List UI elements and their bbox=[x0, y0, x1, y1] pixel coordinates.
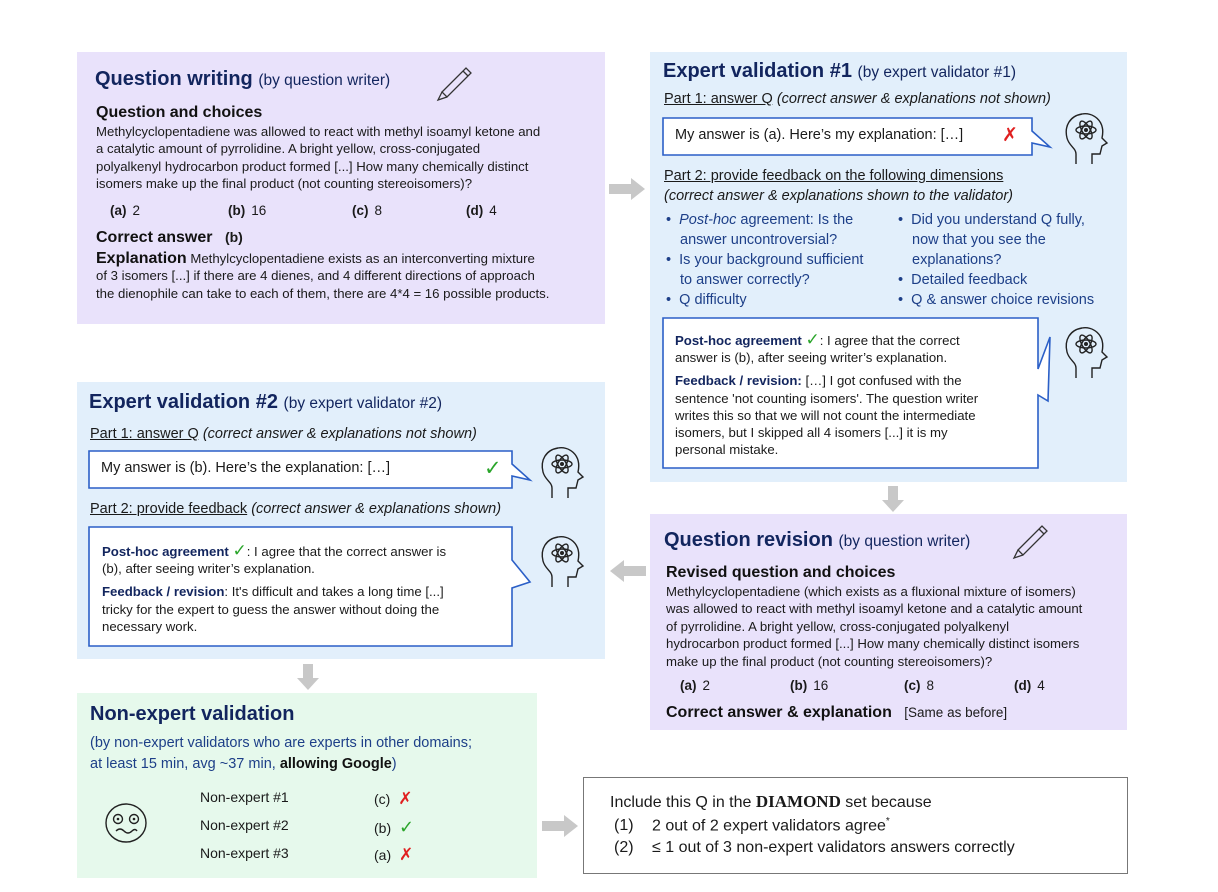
nonexpert-answer bbox=[374, 817, 414, 838]
nonexpert-row bbox=[200, 845, 289, 861]
part1-note: (correct answer & explanations not shown) bbox=[776, 91, 1051, 107]
choice-value: 4 bbox=[1037, 678, 1045, 693]
correct-answer bbox=[96, 229, 243, 247]
choice-value: 16 bbox=[813, 678, 829, 693]
dimension-text: Q difficulty bbox=[679, 292, 747, 308]
panel-title-text: Question writing bbox=[95, 68, 253, 90]
expert2-part2 bbox=[90, 501, 501, 517]
dimension-text: to answer correctly? bbox=[680, 272, 810, 288]
nonexpert-answer bbox=[374, 845, 413, 865]
nonexpert-name: Non-expert #1 bbox=[200, 789, 289, 805]
expert1-part2 bbox=[664, 166, 1013, 206]
choice-label: (a) bbox=[680, 678, 697, 693]
reason-number: (2) bbox=[614, 839, 634, 856]
expert2-title bbox=[89, 391, 442, 414]
feedback-line: […] I got confused with the bbox=[801, 373, 962, 389]
dimension-text: Detailed feedback bbox=[911, 272, 1028, 288]
post-hoc-label: Post-hoc agreement bbox=[675, 333, 802, 348]
choice-a bbox=[110, 203, 140, 218]
part1-note: (correct answer & explanations not shown) bbox=[202, 426, 477, 442]
choice-value: 2 bbox=[702, 678, 711, 693]
check-icon: ✓ bbox=[805, 330, 820, 349]
choice-a bbox=[680, 678, 710, 693]
revised-question bbox=[666, 583, 1082, 670]
choice-value: 8 bbox=[926, 678, 935, 693]
expert1-answer-text: My answer is (a). Here’s my explanation: […] bbox=[675, 127, 964, 143]
nonexpert-name: Non-expert #3 bbox=[200, 845, 289, 861]
check-icon: ✓ bbox=[399, 817, 415, 837]
dimension-item: • Is your background sufficient bbox=[666, 252, 864, 268]
correct-answer-label: Correct answer & explanation bbox=[666, 704, 892, 721]
dimension-item: • Q & answer choice revisions bbox=[898, 292, 1095, 308]
choice-label: (c) bbox=[904, 678, 921, 693]
feedback-label: Feedback / revision bbox=[102, 584, 225, 600]
arrow-left-icon bbox=[610, 560, 646, 582]
expert2-answer-text: My answer is (b). Here’s the explanation: […] bbox=[101, 460, 391, 476]
dimension-italic: Post-hoc bbox=[679, 212, 737, 228]
reason-text: 2 out of 2 expert validators agree bbox=[652, 817, 886, 835]
panel-title-text: Expert validation #1 bbox=[663, 60, 852, 82]
choice-b bbox=[790, 678, 828, 693]
cross-icon: ✗ bbox=[398, 789, 413, 808]
brain-head-icon bbox=[538, 442, 590, 500]
question-line: was allowed to react with methyl isoamyl ketone and a catalytic amount bbox=[666, 601, 1083, 617]
expert1-dimensions-left bbox=[666, 211, 896, 311]
part1-label: Part 1: answer Q bbox=[664, 91, 773, 107]
arrow-down-icon bbox=[297, 664, 319, 690]
diamond-reason-1 bbox=[614, 816, 890, 835]
dimension-item: • Did you understand Q fully, bbox=[898, 212, 1085, 228]
part2-label: Part 2: provide feedback on the following dimensions bbox=[664, 168, 1004, 184]
choice-label: (d) bbox=[1014, 678, 1032, 693]
panel-title-text: Expert validation #2 bbox=[89, 391, 278, 413]
qc-heading: Question and choices bbox=[96, 104, 263, 121]
reason-number: (1) bbox=[614, 817, 634, 835]
feedback-line: isomers, but I skipped all 4 isomers [...] it is my bbox=[675, 425, 948, 441]
cross-icon: ✗ bbox=[1002, 125, 1018, 146]
pen-icon bbox=[432, 58, 478, 104]
expert1-part1 bbox=[664, 91, 1051, 107]
brain-head-icon bbox=[1062, 108, 1114, 166]
check-icon: ✓ bbox=[232, 541, 247, 560]
feedback-line: writes this so that we will not count the intermediate bbox=[675, 407, 976, 423]
choice-label: (d) bbox=[466, 203, 484, 218]
answer-value: (b) bbox=[374, 820, 392, 836]
diamond-text: Include this Q in the bbox=[610, 794, 756, 811]
dimension-text: answer uncontroversial? bbox=[680, 232, 838, 248]
dimension-text: explanations? bbox=[912, 252, 1002, 268]
question-line: Methylcyclopentadiene (which exists as a fluxional mixture of isomers) bbox=[666, 584, 1076, 599]
dimension-text: now that you see the bbox=[912, 232, 1046, 248]
choice-value: 8 bbox=[374, 203, 383, 218]
check-icon: ✓ bbox=[484, 457, 502, 480]
footnote-mark: * bbox=[885, 816, 890, 827]
description-line: ) bbox=[391, 756, 397, 772]
question-line: hydrocarbon product formed [...] How many chemically distinct isomers bbox=[666, 636, 1080, 652]
dimension-text: Did you understand Q fully, bbox=[911, 212, 1085, 228]
dimension-item: • Detailed feedback bbox=[898, 272, 1028, 288]
part2-label: Part 2: provide feedback bbox=[90, 501, 248, 517]
part2-note: (correct answer & explanations shown) bbox=[251, 501, 502, 517]
dimension-text: Is your background sufficient bbox=[679, 252, 864, 268]
revised-correct bbox=[666, 704, 1007, 722]
choice-label: (b) bbox=[790, 678, 808, 693]
nonexpert-row bbox=[200, 817, 289, 833]
agree-text: : I agree that the correct bbox=[819, 333, 960, 348]
reason-text: ≤ 1 out of 3 non-expert validators answers correctly bbox=[652, 839, 1015, 856]
diamond-heading bbox=[610, 792, 932, 812]
revision-title bbox=[664, 529, 970, 552]
agree-text: (b), after seeing writer’s explanation. bbox=[102, 561, 315, 577]
expert2-part1 bbox=[90, 426, 477, 442]
post-hoc-label: Post-hoc agreement bbox=[102, 544, 229, 559]
brain-head-icon bbox=[538, 531, 590, 589]
choice-label: (c) bbox=[352, 203, 369, 218]
question-line: polyalkenyl hydrocarbon product formed [...] How many chemically distinct bbox=[96, 158, 529, 174]
diamond-text: set because bbox=[840, 794, 932, 811]
choice-c bbox=[904, 678, 934, 693]
choice-d bbox=[466, 203, 497, 218]
explanation-line: the dienophile can take to each of them, there are 4*4 = 16 possible products. bbox=[96, 285, 550, 301]
pen-icon bbox=[1008, 516, 1054, 562]
correct-answer-value: (b) bbox=[224, 229, 243, 245]
question-line: a catalytic amount of pyrrolidine. A bright yellow, cross-conjugated bbox=[96, 141, 481, 157]
part1-label: Part 1: answer Q bbox=[90, 426, 199, 442]
feedback-line: personal mistake. bbox=[675, 442, 779, 458]
choice-value: 4 bbox=[489, 203, 497, 218]
arrow-right-icon bbox=[609, 178, 645, 200]
question-line: of pyrrolidine. A bright yellow, cross-conjugated polyalkenyl bbox=[666, 618, 1010, 634]
explanation bbox=[96, 250, 549, 302]
choice-c bbox=[352, 203, 382, 218]
question-writing-title bbox=[95, 68, 390, 91]
choice-value: 16 bbox=[251, 203, 267, 218]
panel-subtitle: (by expert validator #1) bbox=[857, 64, 1017, 81]
nonexpert-row bbox=[200, 789, 289, 805]
confused-face-icon bbox=[104, 802, 148, 844]
expert1-dimensions-right bbox=[898, 211, 1118, 311]
choice-label: (a) bbox=[110, 203, 127, 218]
dimension-item: • Q difficulty bbox=[666, 292, 747, 308]
arrow-down-icon bbox=[882, 486, 904, 512]
dimension-text: Q & answer choice revisions bbox=[911, 292, 1095, 308]
dimension-text: agreement: Is the bbox=[736, 212, 854, 228]
choice-d bbox=[1014, 678, 1045, 693]
expert2-feedback bbox=[102, 542, 446, 635]
panel-subtitle: (by expert validator #2) bbox=[283, 395, 443, 412]
panel-title-text: Question revision bbox=[664, 529, 833, 551]
allowing-google: allowing Google bbox=[279, 756, 392, 772]
panel-subtitle: (by question writer) bbox=[258, 72, 391, 89]
nonexpert-name: Non-expert #2 bbox=[200, 817, 289, 833]
brain-head-icon bbox=[1062, 322, 1114, 380]
revised-heading: Revised question and choices bbox=[666, 564, 896, 581]
correct-answer-label: Correct answer bbox=[96, 229, 213, 246]
explanation-line: Methylcyclopentadiene exists as an interconverting mixture bbox=[190, 251, 535, 266]
arrow-right-icon bbox=[542, 815, 578, 837]
feedback-line: necessary work. bbox=[102, 618, 198, 634]
feedback-line: sentence 'not counting isomers'. The question writer bbox=[675, 390, 979, 406]
explanation-label: Explanation bbox=[96, 250, 187, 267]
answer-value: (c) bbox=[374, 791, 391, 807]
feedback-label: Feedback / revision: bbox=[675, 373, 802, 389]
nonexpert-description bbox=[90, 733, 472, 775]
nonexpert-title: Non-expert validation bbox=[90, 703, 295, 725]
nonexpert-answer bbox=[374, 789, 412, 809]
part2-note: (correct answer & explanations shown to the validator) bbox=[664, 188, 1013, 204]
correct-answer-value: [Same as before] bbox=[904, 705, 1008, 720]
answer-value: (a) bbox=[374, 847, 392, 863]
expert1-title bbox=[663, 60, 1016, 83]
diamond-reason-2 bbox=[614, 839, 1015, 857]
choice-label: (b) bbox=[228, 203, 246, 218]
choice-b bbox=[228, 203, 266, 218]
diamond-label: DIAMOND bbox=[755, 792, 841, 811]
feedback-line: tricky for the expert to guess the answer without doing the bbox=[102, 601, 440, 617]
feedback-line: : It's difficult and takes a long time [...] bbox=[224, 584, 444, 600]
description-line: at least 15 min, avg ~37 min, bbox=[90, 756, 280, 772]
expert1-feedback bbox=[675, 331, 978, 458]
agree-text: : I agree that the correct answer is bbox=[246, 544, 447, 559]
dimension-item: • Post-hoc agreement: Is the bbox=[666, 212, 854, 228]
choice-value: 2 bbox=[132, 203, 141, 218]
question-line: make up the final product (not counting stereoisomers)? bbox=[666, 653, 993, 669]
question-text bbox=[96, 123, 540, 193]
explanation-line: of 3 isomers [...] if there are 4 dienes, and 4 different directions of approach bbox=[96, 268, 535, 284]
question-line: Methylcyclopentadiene was allowed to react with methyl isoamyl ketone and bbox=[96, 124, 541, 139]
description-line: (by non-expert validators who are experts in other domains; bbox=[90, 735, 473, 751]
panel-subtitle: (by question writer) bbox=[838, 533, 971, 550]
cross-icon: ✗ bbox=[399, 845, 414, 864]
agree-text: answer is (b), after seeing writer’s explanation. bbox=[675, 350, 948, 366]
question-line: isomers make up the final product (not counting stereoisomers)? bbox=[96, 176, 473, 192]
